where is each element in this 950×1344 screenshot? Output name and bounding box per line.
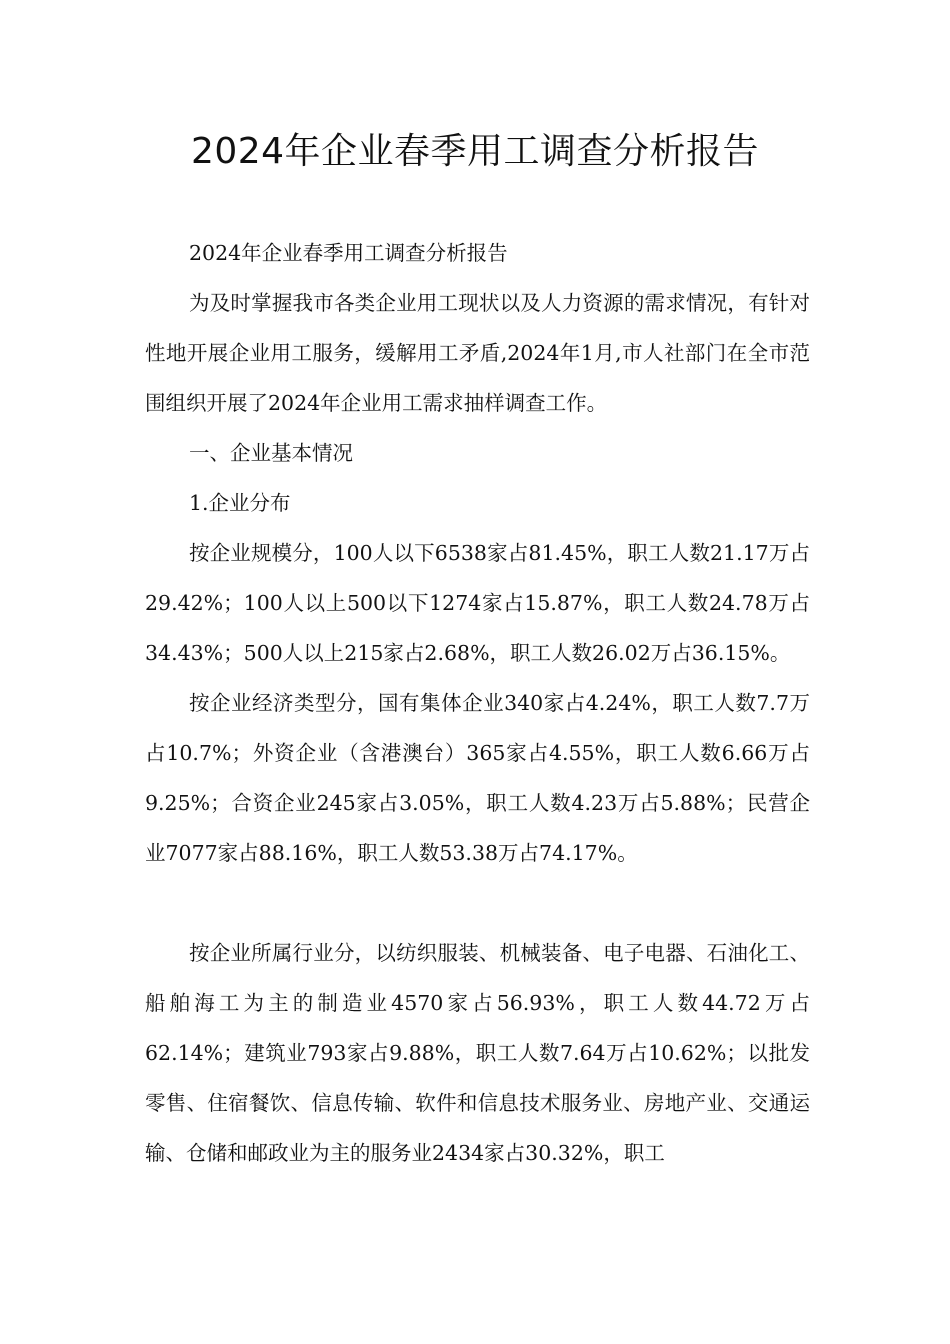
subsection-heading: 1.企业分布 — [189, 491, 291, 515]
subtitle-paragraph: 2024年企业春季用工调查分析报告 — [189, 241, 508, 265]
document-body — [145, 228, 810, 1178]
document-title: 2024年企业春季用工调查分析报告 — [190, 131, 760, 172]
economic-type-paragraph: 按企业经济类型分，国有集体企业340家占4.24%，职工人数7.7万占10.7%；外资企业（含港澳台）365家占4.55%，职工人数6.66万占9.25%；合资企业245家占3.05%，职工人数4.23万占5.88%；民营企业7077家占88.16%，职工人数53.38万占74.17%。 — [145, 691, 810, 865]
intro-paragraph: 为及时掌握我市各类企业用工现状以及人力资源的需求情况，有针对性地开展企业用工服务，缓解用工矛盾,2024年1月,市人社部门在全市范围组织开展了2024年企业用工需求抽样调查工作。 — [145, 291, 810, 415]
industry-paragraph: 按企业所属行业分，以纺织服装、机械装备、电子电器、石油化工、船舶海工为主的制造业4570家占56.93%，职工人数44.72万占62.14%；建筑业793家占9.88%，职工人数7.64万占10.62%；以批发零售、住宿餐饮、信息传输、软件和信息技术服务业、房地产业、交通运输、仓储和邮政业为主的服务业2434家占30.32%，职工 — [145, 941, 810, 1165]
section-heading: 一、企业基本情况 — [189, 441, 353, 465]
scale-paragraph: 按企业规模分，100人以下6538家占81.45%，职工人数21.17万占29.42%；100人以上500以下1274家占15.87%，职工人数24.78万占34.43%；500人以上215家占2.68%，职工人数26.02万占36.15%。 — [145, 541, 810, 665]
